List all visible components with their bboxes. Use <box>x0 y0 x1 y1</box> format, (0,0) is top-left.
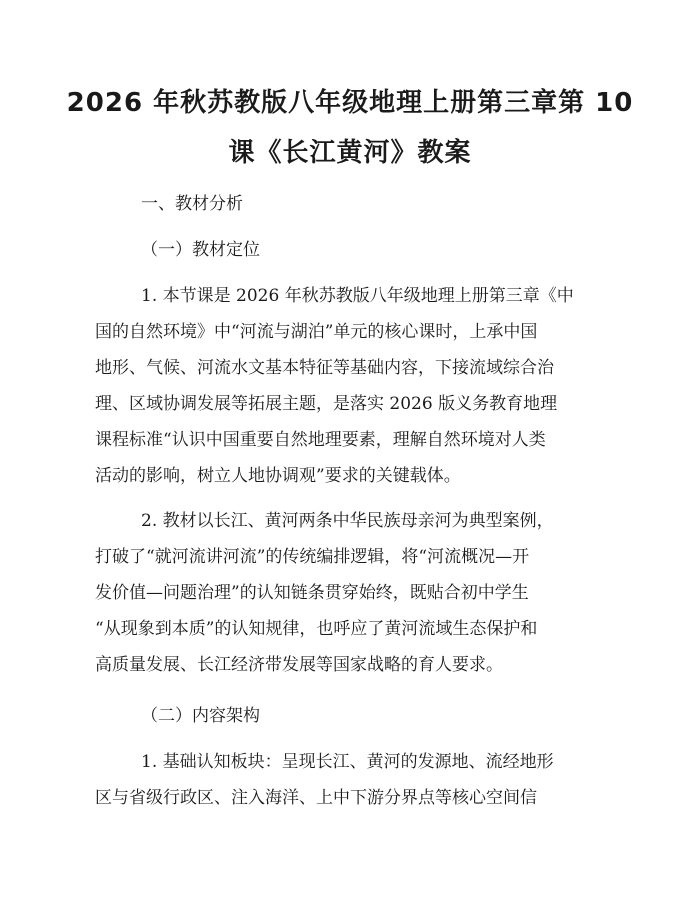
paragraph-line: 理、区域协调发展等拓展主题，是落实 2026 版义务教育地理 <box>95 394 558 414</box>
paragraph-line: 活动的影响，树立人地协调观”要求的关键载体。 <box>95 466 461 486</box>
paragraph-line: 地形、气候、河流水文基本特征等基础内容，下接流域综合治 <box>95 358 554 378</box>
subsection-heading-2: （二）内容架构 <box>141 706 260 726</box>
paragraph-line: 1. 基础认知板块：呈现长江、黄河的发源地、流经地形 <box>141 752 554 772</box>
paragraph-line: 2. 教材以长江、黄河两条中华民族母亲河为典型案例， <box>141 511 554 531</box>
paragraph-line: 打破了“就河流讲河流”的传统编排逻辑，将“河流概况—开 <box>95 547 530 567</box>
paragraph-line: 高质量发展、长江经济带发展等国家战略的育人要求。 <box>95 655 503 675</box>
section-heading-1: 一、教材分析 <box>141 194 243 214</box>
title-line-1: 2026 年秋苏教版八年级地理上册第三章第 10 <box>66 88 634 118</box>
paragraph-line: 课程标准“认识中国重要自然地理要素，理解自然环境对人类 <box>95 430 546 450</box>
paragraph-line: “从现象到本质”的认知规律，也呼应了黄河流域生态保护和 <box>95 619 538 639</box>
subsection-heading-1: （一）教材定位 <box>141 240 260 260</box>
paragraph-line: 1. 本节课是 2026 年秋苏教版八年级地理上册第三章《中 <box>141 286 574 306</box>
paragraph-1 <box>95 278 605 494</box>
title-line-2: 课《长江黄河》教案 <box>228 138 472 168</box>
document-title <box>0 78 700 178</box>
paragraph-line: 区与省级行政区、注入海洋、上中下游分界点等核心空间信 <box>95 788 537 808</box>
paragraph-line: 发价值—问题治理”的认知链条贯穿始终，既贴合初中学生 <box>95 583 529 603</box>
paragraph-3 <box>95 744 605 816</box>
paragraph-2 <box>95 503 605 683</box>
paragraph-line: 国的自然环境》中“河流与湖泊”单元的核心课时，上承中国 <box>95 322 538 342</box>
